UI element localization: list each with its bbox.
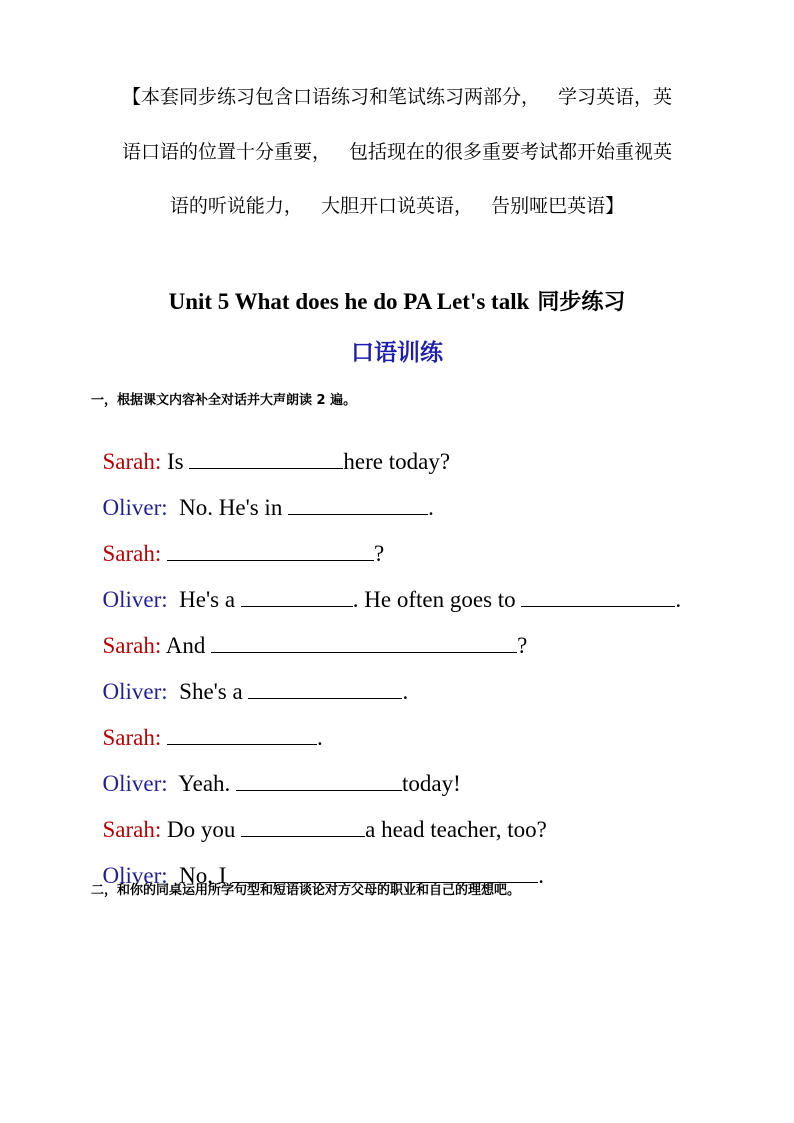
title-chinese: 同步练习 [537,290,626,315]
dialog-text: She's a [167,679,249,704]
answer-blank[interactable] [232,864,538,883]
speaker-name: Sarah: [102,725,162,750]
page-title [0,290,794,314]
dialog-line [91,473,434,519]
answer-blank[interactable] [167,726,317,745]
speaker-name: Oliver: [102,495,168,520]
answer-blank[interactable] [189,450,343,469]
dialog-text: today! [402,771,461,796]
dialog-text: Is [161,449,190,474]
dialog-line [91,703,323,749]
answer-blank[interactable] [241,818,365,837]
dialog-text: . [675,587,682,612]
answer-blank[interactable] [248,680,402,699]
dialog-text: No. He's in [167,495,289,520]
speaker-name: Sarah: [102,633,162,658]
dialog-text: . [402,679,409,704]
section2-instruction: 二，和你的同桌运用所学句型和短语谈论对方父母的职业和自己的理想吧。 [91,883,521,898]
section-subtitle: 口语训练 [351,340,443,366]
speaker-name: Sarah: [102,817,162,842]
answer-blank[interactable] [241,588,353,607]
speaker-name: Oliver: [102,771,168,796]
dialog-line [91,427,450,473]
dialog-line [91,749,461,795]
dialog-text: . [428,495,434,520]
answer-blank[interactable] [167,542,374,561]
dialog-line [91,565,681,611]
dialog-text: And [161,633,212,658]
answer-blank[interactable] [521,588,675,607]
dialog-line [91,611,527,657]
intro-line-1: 【本套同步练习包含口语练习和笔试练习两部分， 学习英语，英 [121,86,673,108]
speaker-name: Sarah: [102,541,162,566]
dialog-text: . [538,863,544,888]
speaker-name: Oliver: [102,587,168,612]
dialog-text: . [317,725,323,750]
dialog-line [91,657,408,703]
dialog-text: here today? [343,449,451,474]
dialog-text: He's a [167,587,241,612]
dialog-line [91,795,547,841]
title-english: Unit 5 What does he do PA Let's talk [168,289,530,314]
dialog-text: Do you [161,817,242,842]
dialog-line [91,519,384,565]
speaker-name: Oliver: [102,679,168,704]
dialog-text: a head teacher, too? [365,817,547,842]
speaker-name: Oliver: [102,863,168,888]
dialog-text: . He often goes to [352,587,522,612]
intro-line-3: 语的听说能力， 大胆开口说英语， 告别哑巴英语】 [169,195,625,217]
dialog-text: No, I [167,863,233,888]
section1-instruction: 一，根据课文内容补全对话并大声朗读 2 遍。 [91,393,357,408]
dialog-text: Yeah. [167,771,237,796]
answer-blank[interactable] [211,634,517,653]
speaker-name: Sarah: [102,449,162,474]
answer-blank[interactable] [236,772,402,791]
intro-line-2: 语口语的位置十分重要， 包括现在的很多重要考试都开始重视英 [121,141,673,163]
dialog-text: ? [517,633,528,658]
answer-blank[interactable] [288,496,428,515]
dialog-line [91,841,544,887]
dialog-text: ? [374,541,385,566]
